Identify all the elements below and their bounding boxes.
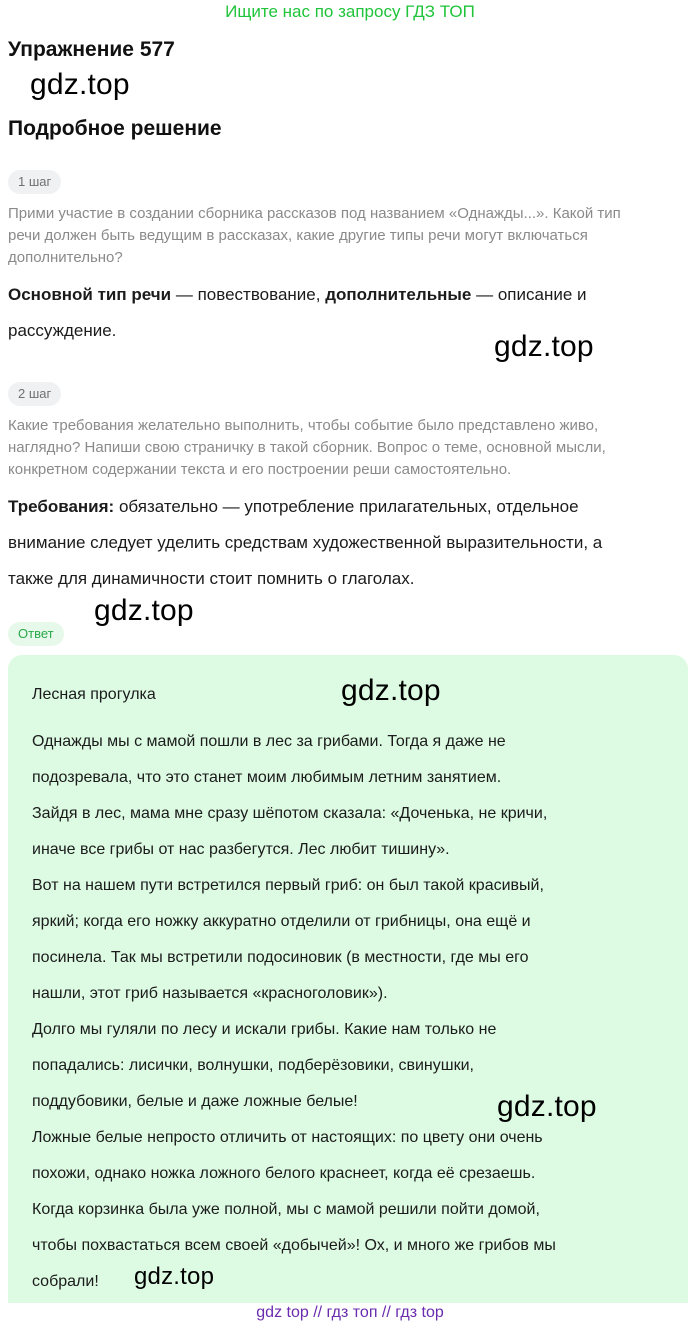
story-line: попадались: лисички, волнушки, подберёзовики, свинушки, <box>32 1057 474 1074</box>
top-banner: Ищите нас по запросу ГДЗ ТОП <box>225 2 475 21</box>
text-run: также для динамичности стоит помнить о глаголах. <box>8 569 415 588</box>
story-line: Долго мы гуляли по лесу и искали грибы. Какие нам только не <box>32 1021 497 1038</box>
step-2-solution <box>8 489 678 597</box>
exercise-title: Упражнение 577 <box>8 38 175 61</box>
story-line: нашли, этот гриб называется «красноголовик»). <box>32 985 388 1002</box>
question-line: речи должен быть ведущим в рассказах, какие другие типы речи могут включаться <box>8 227 588 244</box>
story-line: Однажды мы с мамой пошли в лес за грибами. Тогда я даже не <box>32 733 506 750</box>
watermark: gdz.top <box>134 1263 215 1290</box>
text-run: — описание и <box>471 285 587 304</box>
solution-line <box>8 525 678 561</box>
watermark: gdz.top <box>341 674 441 707</box>
step-1-badge: 1 шаг <box>8 170 61 194</box>
solution-line <box>8 561 678 597</box>
story-line: чтобы похвастаться всем своей «добычей»! Ох, и много же грибов мы <box>32 1237 556 1254</box>
story-line: Зайдя в лес, мама мне сразу шёпотом сказала: «Доченька, не кричи, <box>32 805 548 822</box>
question-line: конкретном содержании текста и его построении реши самостоятельно. <box>8 461 512 478</box>
question-line: Какие требования желательно выполнить, чтобы событие было представлено живо, <box>8 417 599 434</box>
watermark: gdz.top <box>94 594 194 627</box>
story-line: иначе все грибы от нас разбегутся. Лес любит тишину». <box>32 841 450 858</box>
bold-term: Требования: <box>8 497 115 516</box>
story-line: Когда корзинка была уже полной, мы с мамой решили пойти домой, <box>32 1201 540 1218</box>
story-line: подозревала, что это станет моим любимым летним занятием. <box>32 769 502 786</box>
story-title: Лесная прогулка <box>32 686 156 703</box>
watermark: gdz.top <box>30 68 130 101</box>
watermark: gdz.top <box>497 1090 597 1123</box>
story-line: яркий; когда его ножку аккуратно отделили от грибницы, она ещё и <box>32 913 531 930</box>
story-line: Вот на нашем пути встретился первый гриб: он был такой красивый, <box>32 877 544 894</box>
solution-line <box>8 489 678 525</box>
step-1-question <box>8 203 678 269</box>
story-line: похожи, однако ножка ложного белого краснеет, когда её срезаешь. <box>32 1165 536 1182</box>
story-line: Ложные белые непросто отличить от настоящих: по цвету они очень <box>32 1129 543 1146</box>
story-text <box>32 724 672 1300</box>
text-run: — повествование, <box>171 285 326 304</box>
text-run: обязательно — употребление прилагательных, отдельное <box>114 497 579 516</box>
step-2-question <box>8 415 678 481</box>
question-line: Прими участие в создании сборника рассказов под названием «Однажды...». Какой тип <box>8 205 621 222</box>
solution-line <box>8 277 678 313</box>
solution-title: Подробное решение <box>8 117 222 140</box>
question-line: дополнительно? <box>8 249 123 266</box>
watermark: gdz.top <box>494 330 594 363</box>
answer-badge: Ответ <box>8 622 64 646</box>
question-line: наглядно? Напиши свою страничку в такой сборник. Вопрос о теме, основной мысли, <box>8 439 606 456</box>
text-run: внимание следует уделить средствам художественной выразительности, а <box>8 533 603 552</box>
story-line: посинела. Так мы встретили подосиновик (в местности, где мы его <box>32 949 529 966</box>
bold-term: Основной тип речи <box>8 285 172 304</box>
story-line: собрали! <box>32 1273 99 1290</box>
step-2-badge: 2 шаг <box>8 382 61 406</box>
text-run: рассуждение. <box>8 321 117 340</box>
story-line: поддубовики, белые и даже ложные белые! <box>32 1093 358 1110</box>
bold-term: дополнительные <box>325 285 472 304</box>
footer-links[interactable]: gdz top // гдз топ // гдз top <box>256 1304 444 1321</box>
